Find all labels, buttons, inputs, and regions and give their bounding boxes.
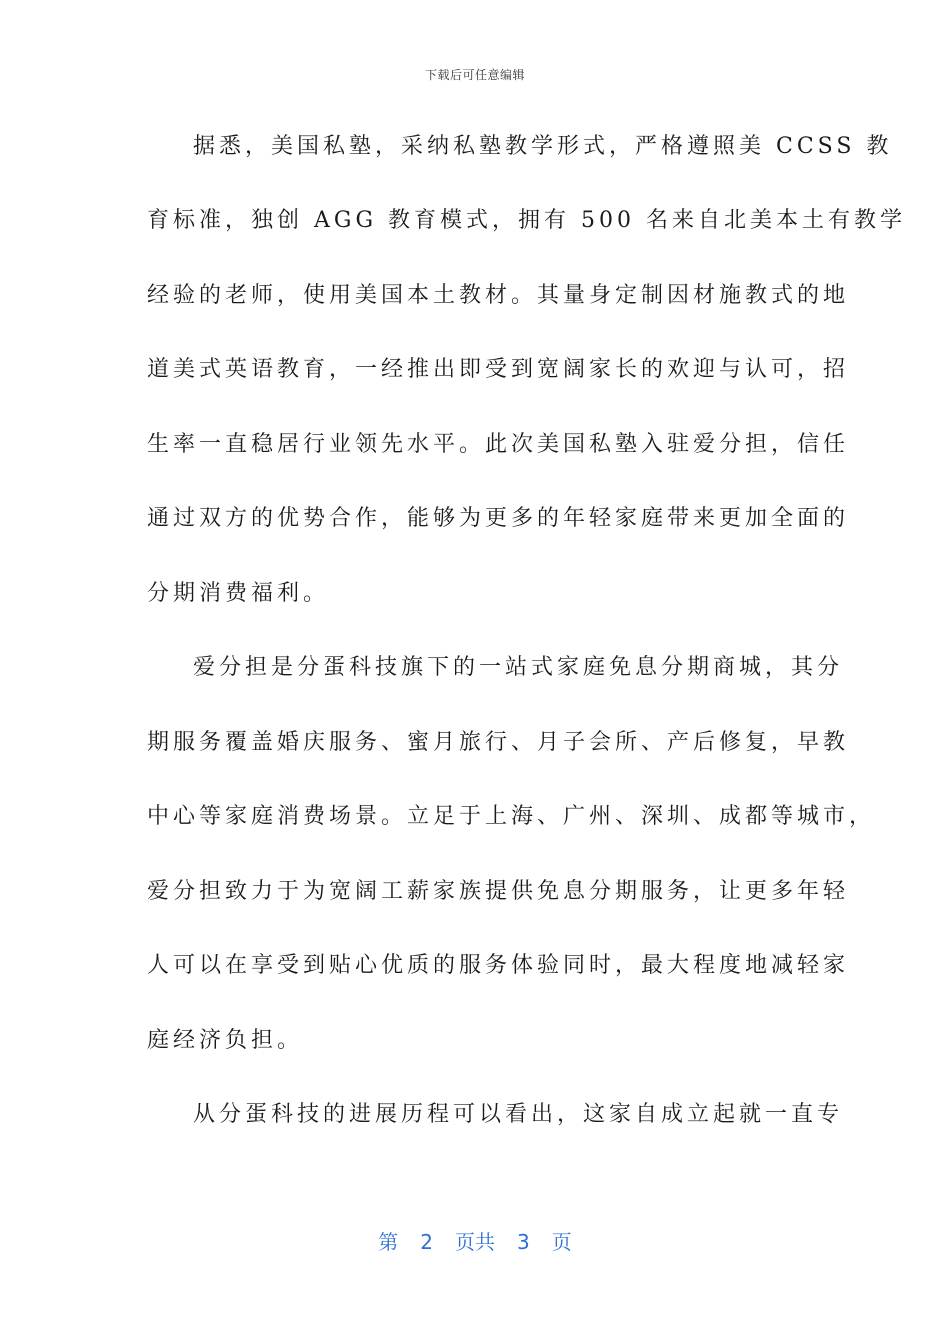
page-header-note: 下载后可任意编辑 [424, 68, 525, 82]
text-line: 通过双方的优势合作，能够为更多的年轻家庭带来更加全面的 [147, 506, 850, 531]
text-line: 从分蛋科技的进展历程可以看出，这家自成立起就一直专 [193, 1102, 844, 1127]
text-line: 人可以在享受到贴心优质的服务体验同时，最大程度地减轻家 [147, 953, 850, 978]
text-line: 据悉，美国私塾，采纳私塾教学形式，严格遵照美 CCSS 教 [193, 134, 893, 159]
footer-prefix: 第 [378, 1230, 399, 1254]
text-line: 爱分担致力于为宽阔工薪家族提供免息分期服务，让更多年轻 [147, 879, 850, 904]
text-line: 期服务覆盖婚庆服务、蜜月旅行、月子会所、产后修复，早教 [147, 730, 850, 755]
text-line: 庭经济负担。 [147, 1028, 304, 1053]
text-line: 道美式英语教育，一经推出即受到宽阔家长的欢迎与认可，招 [147, 357, 850, 382]
total-pages-number: 3 [517, 1230, 530, 1254]
text-line: 经验的老师，使用美国本土教材。其量身定制因材施教式的地 [147, 283, 850, 308]
text-line: 生率一直稳居行业领先水平。此次美国私塾入驻爱分担，信任 [147, 432, 850, 457]
text-line: 爱分担是分蛋科技旗下的一站式家庭免息分期商城，其分 [193, 655, 844, 680]
current-page-number: 2 [420, 1230, 433, 1254]
footer-middle: 页共 [455, 1230, 495, 1254]
text-line: 中心等家庭消费场景。立足于上海、广州、深圳、成都等城市， [147, 804, 876, 829]
text-line: 分期消费福利。 [147, 581, 330, 606]
text-line: 育标准，独创 AGG 教育模式，拥有 500 名来自北美本土有教学 [147, 208, 907, 233]
page-number-footer [0, 1226, 950, 1255]
footer-suffix: 页 [551, 1230, 572, 1254]
